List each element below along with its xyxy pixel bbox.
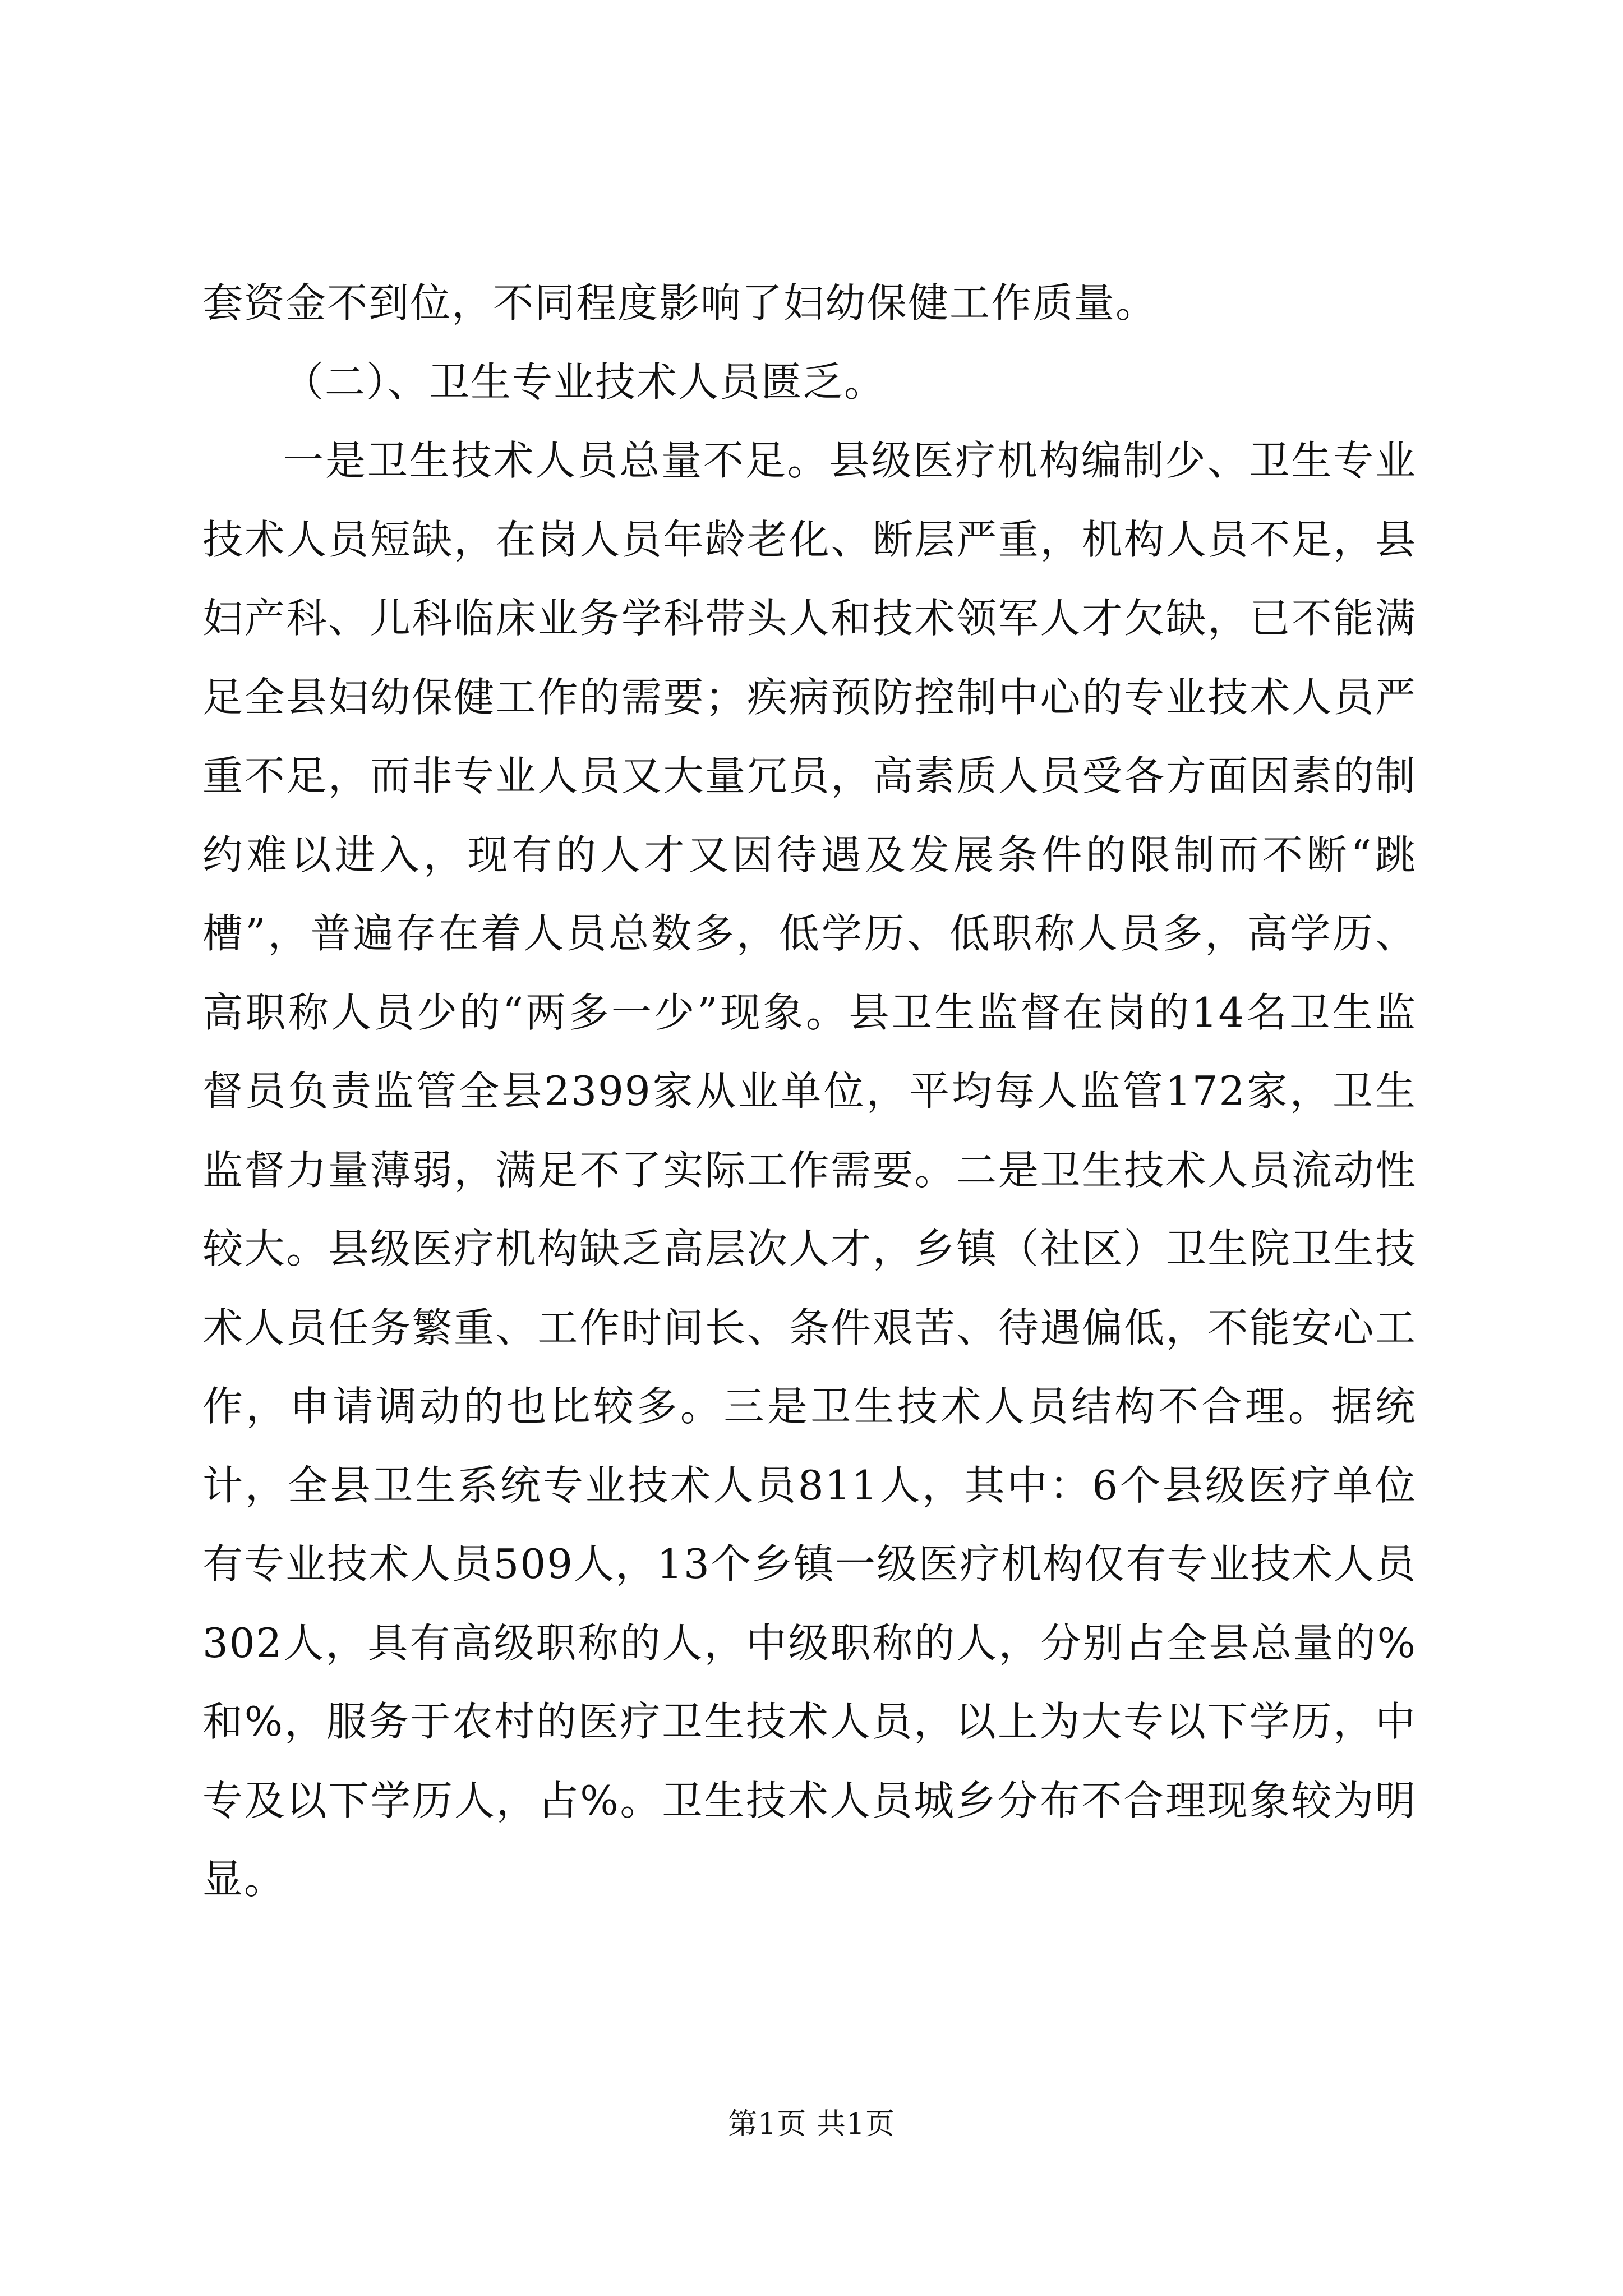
document-body	[202, 264, 1417, 1919]
section-heading: （二）、卫生专业技术人员匮乏。	[283, 358, 886, 406]
page-footer: 第1页 共1页	[728, 2108, 895, 2141]
paragraph-body: 一是卫生技术人员总量不足。县级医疗机构编制少、卫生专业技术人员短缺，在岗人员年龄老化、断层严重，机构人员不足，县妇产科、儿科临床业务学科带头人和技术领军人才欠缺，已不能满足全县妇幼保健工作的需要；疾病预防控制中心的专业技术人员严重不足，而非专业人员又大量冗员，高素质人员受各方面因素的制约难以进入，现有的人才又因待遇及发展条件的限制而不断“跳槽”，普遍存在着人员总数多，低学历、低职称人员多，高学历、高职称人员少的“两多一少”现象。县卫生监督在岗的14名卫生监督员负责监管全县2399家从业单位，平均每人监管172家，卫生监督力量薄弱，满足不了实际工作需要。二是卫生技术人员流动性较大。县级医疗机构缺乏高层次人才，乡镇（社区）卫生院卫生技术人员任务繁重、工作时间长、条件艰苦、待遇偏低，不能安心工作，申请调动的也比较多。三是卫生技术人员结构不合理。据统计，全县卫生系统专业技术人员811人，其中：6个县级医疗单位有专业技术人员509人，13个乡镇一级医疗机构仅有专业技术人员302人，具有高级职称的人，中级职称的人，分别占全县总量的%和%，服务于农村的医疗卫生技术人员，以上为大专以下学历，中专及以下学历人，占%。卫生技术人员城乡分布不合理现象较为明显。	[202, 437, 1417, 1903]
paragraph-continuation: 套资金不到位，不同程度影响了妇幼保健工作质量。	[202, 279, 1158, 326]
